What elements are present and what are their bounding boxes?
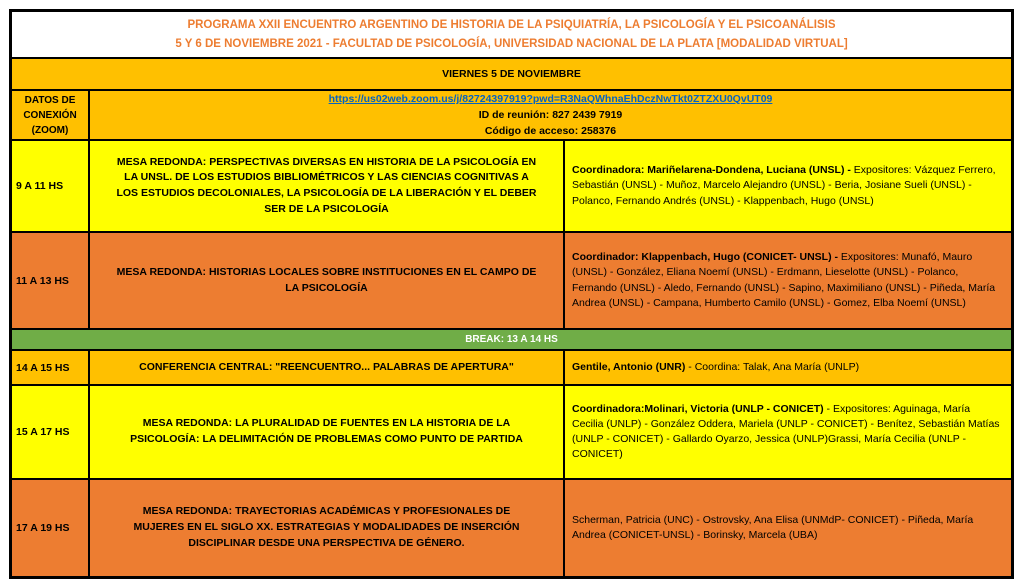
session-title: MESA REDONDA: HISTORIAS LOCALES SOBRE INSTITUCIONES EN EL CAMPO DE LA PSICOLOGÍA [90, 233, 565, 328]
session-time: 15 A 17 HS [12, 386, 90, 478]
session-people [565, 386, 1011, 478]
session-people [565, 141, 1011, 231]
session-speakers: Scherman, Patricia (UNC) - Ostrovsky, Ana Elisa (UNMdP- CONICET) - Piñeda, María Andrea (CONICET-UNSL) - Borinsky, Marcela (UBA) [572, 513, 974, 541]
session-title: MESA REDONDA: PERSPECTIVAS DIVERSAS EN HISTORIA DE LA PSICOLOGÍA EN LA UNSL. DE LOS ESTUDIOS BIBLIOMÉTRICOS Y LAS CIENCIAS COGNITIVAS A LOS ESTUDIOS DECOLONIALES, LA PSICOLOGÍA DE LA LIBERACIÓN Y EL DEBER SER DE LA PSICOLOGÍA [90, 141, 565, 231]
session-speakers: - Expositores: Aguinaga, María Cecilia (UNLP) - González Oddera, Mariela (UNLP - CONICET) - Benítez, Sebastián Matías (UNLP - CONICET) - Gallardo Oyarzo, Jessica (UNLP)Grassi, María Cecilia (UNLP - CONICET) [572, 402, 1000, 461]
session-coordinator: Coordinador: Klappenbach, Hugo (CONICET- UNSL) - [572, 251, 841, 264]
session-people [565, 480, 1011, 576]
access-code: Código de acceso: 258376 [484, 125, 617, 138]
program-title [12, 12, 1011, 57]
session-coordinator: Coordinadora:Molinari, Victoria (UNLP - CONICET) [572, 402, 824, 415]
session-people [565, 233, 1011, 328]
zoom-meeting-link[interactable]: https://us02web.zoom.us/j/82724397919?pwd=R3NaQWhnaEhDczNwTkt0ZTZXU0QvUT09 [328, 92, 773, 105]
connection-row [12, 91, 1011, 141]
session-speakers: Expositores: Munafó, Mauro (UNSL) - González, Eliana Noemí (UNSL) - Erdmann, Lieselotte (UNSL) - Polanco, Fernando (UNSL) - Aledo, Fernando (UNSL) - Sapino, Maximiliano (UNSL) - Piñeda, María Andrea (UNSL) - Campana, Humberto Camilo (UNSL) - Gomez, Elba Noemí (UNSL) [572, 251, 996, 309]
session-title: MESA REDONDA: TRAYECTORIAS ACADÉMICAS Y PROFESIONALES DE MUJERES EN EL SIGLO XX. ESTRATEGIAS Y MODALIDADES DE INSERCIÓN DISCIPLINAR DESDE UNA PERSPECTIVA DE GÉNERO. [90, 480, 565, 576]
session-time: 9 A 11 HS [12, 141, 90, 231]
session-speaker: Gentile, Antonio (UNR) [572, 360, 686, 373]
break-row [12, 330, 1011, 351]
session-time: 14 A 15 HS [12, 351, 90, 384]
session-people [565, 351, 1011, 384]
program-title-line2: 5 Y 6 DE NOVIEMBRE 2021 - FACULTAD DE PSICOLOGÍA, UNIVERSIDAD NACIONAL DE LA PLATA [MODALIDAD VIRTUAL] [175, 37, 848, 50]
session-row-15-17 [12, 386, 1011, 480]
program-table [9, 9, 1014, 579]
session-coordinator: - Coordina: Talak, Ana María (UNLP) [685, 360, 860, 373]
session-row-17-19 [12, 480, 1011, 576]
meeting-id: ID de reunión: 827 2439 7919 [478, 108, 623, 121]
session-speakers: Expositores: Vázquez Ferrero, Sebastián (UNSL) - Muñoz, Marcelo Alejandro (UNSL) - Beria, Josiane Sueli (UNSL) - Polanco, Fernando Andrés (UNSL) - Klappenbach, Hugo (UNSL) [572, 164, 996, 207]
session-row-14-15 [12, 351, 1011, 386]
break-label: BREAK: 13 A 14 HS [465, 334, 558, 345]
connection-details [90, 91, 1011, 139]
session-time: 11 A 13 HS [12, 233, 90, 328]
session-title: CONFERENCIA CENTRAL: "REENCUENTRO... PALABRAS DE APERTURA" [90, 351, 565, 384]
session-row-11-13 [12, 233, 1011, 330]
session-time: 17 A 19 HS [12, 480, 90, 576]
session-row-9-11 [12, 141, 1011, 233]
program-header-row [12, 12, 1011, 59]
session-title: MESA REDONDA: LA PLURALIDAD DE FUENTES EN LA HISTORIA DE LA PSICOLOGÍA: LA DELIMITACIÓN DE PROBLEMAS COMO PUNTO DE PARTIDA [90, 386, 565, 478]
day-banner-row [12, 59, 1011, 91]
program-title-line1: PROGRAMA XXII ENCUENTRO ARGENTINO DE HISTORIA DE LA PSIQUIATRÍA, LA PSICOLOGÍA Y EL PSICOANÁLISIS [187, 18, 836, 31]
connection-label: DATOS DE CONEXIÓN (ZOOM) [12, 91, 90, 139]
day-banner: VIERNES 5 DE NOVIEMBRE [442, 68, 581, 80]
session-coordinator: Coordinadora: Mariñelarena-Dondena, Luciana (UNSL) - [572, 164, 854, 177]
